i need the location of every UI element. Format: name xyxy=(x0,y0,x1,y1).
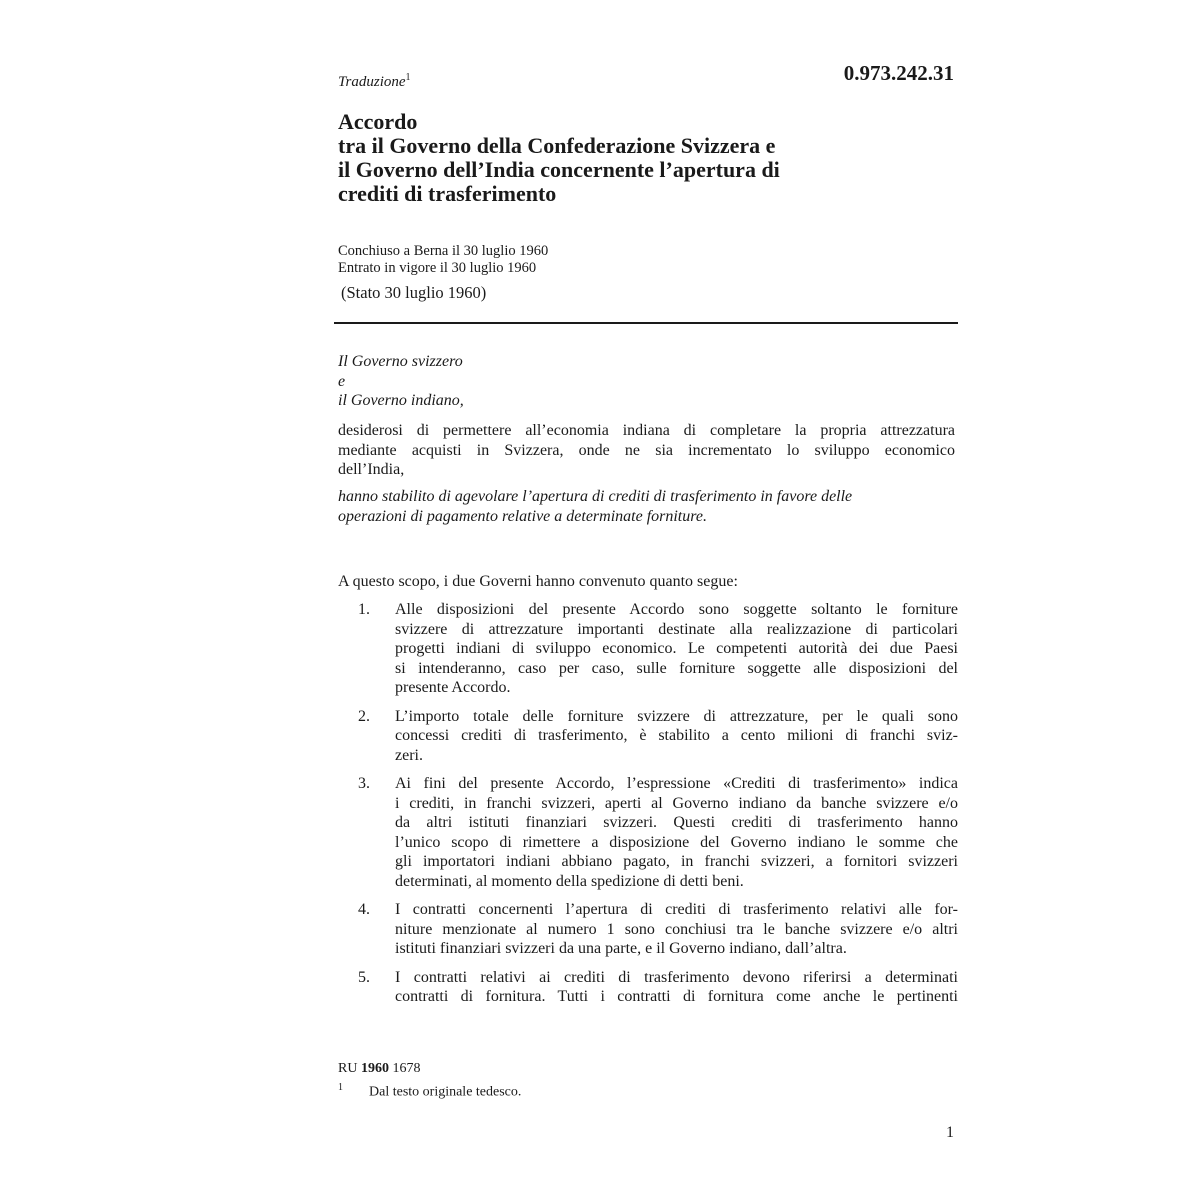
article-line: I contratti concernenti l’apertura di crediti di trasferimento relativi alle for- xyxy=(395,901,958,918)
preamble-line: hanno stabilito di agevolare l’apertura di crediti di trasferimento in favore delle xyxy=(338,488,853,505)
in-force-date: Entrato in vigore il 30 luglio 1960 xyxy=(338,260,537,276)
document-dates xyxy=(338,243,548,277)
article-text xyxy=(395,900,958,959)
article-text xyxy=(395,774,958,891)
article-number: 3. xyxy=(358,775,370,792)
party-line: il Governo indiano, xyxy=(338,392,464,409)
footnote-number: 1 xyxy=(338,1082,343,1093)
title-line: tra il Governo della Confederazione Svizzera e xyxy=(338,133,776,158)
article-text xyxy=(395,707,958,766)
agreement-intro: A questo scopo, i due Governi hanno convenuto quanto segue: xyxy=(338,573,738,590)
preamble-line: desiderosi di permettere all’economia indiana di completare la propria attrezzatura xyxy=(338,422,955,439)
article-item xyxy=(338,707,958,766)
article-number: 1. xyxy=(358,601,370,618)
footnote-text: Dal testo originale tedesco. xyxy=(369,1084,522,1100)
title-line: Accordo xyxy=(338,109,418,134)
article-text xyxy=(395,968,958,1007)
article-text xyxy=(395,600,958,698)
status-date: (Stato 30 luglio 1960) xyxy=(341,283,487,302)
ru-year: 1960 xyxy=(360,1061,389,1076)
preamble-line: mediante acquisti in Svizzera, onde ne sia incrementato lo sviluppo economico xyxy=(338,441,955,459)
page-number: 1 xyxy=(946,1124,954,1141)
article-line: I contratti relativi ai crediti di trasferimento devono riferirsi a determinati xyxy=(395,968,958,986)
article-line: gli importatori indiani abbiano pagato, in franchi svizzeri, a fornitori svizzeri xyxy=(395,853,958,870)
translation-label: Traduzione$^1$ xyxy=(338,72,411,90)
title-line: il Governo dell’India concernente l’apertura di xyxy=(338,157,780,182)
footnote-reference[interactable]: 1 xyxy=(405,72,411,83)
article-line: zeri. xyxy=(395,746,423,764)
article-line: contratti di fornitura. Tutti i contratti di fornitura come anche le pertinenti xyxy=(395,988,958,1005)
article-item xyxy=(338,900,958,959)
article-item xyxy=(338,774,958,891)
article-line: i crediti, in franchi svizzeri, aperti al Governo indiano da banche svizzere e/o xyxy=(395,794,958,812)
article-line: Alle disposizioni del presente Accordo sono soggette soltanto le forniture xyxy=(395,601,958,618)
article-line: svizzere di attrezzature importanti destinate alla realizzazione di particolari xyxy=(395,620,958,638)
article-line: da altri istituti finanziari svizzeri. Questi crediti di trasferimento hanno xyxy=(395,814,958,831)
agreement-articles xyxy=(338,600,958,1016)
article-line: L’importo totale delle forniture svizzere di attrezzature, per le quali sono xyxy=(395,707,958,725)
title-line: crediti di trasferimento xyxy=(338,181,557,206)
article-line: si intenderanno, caso per caso, sulle forniture soggette alle disposizioni del xyxy=(395,659,958,677)
article-line: determinati, al momento della spedizione di detti beni. xyxy=(395,872,744,890)
article-number: 2. xyxy=(358,707,370,725)
party-line: e xyxy=(338,372,346,390)
article-number: 5. xyxy=(358,968,370,986)
sr-number: 0.973.242.31 xyxy=(843,61,954,85)
preamble-parties xyxy=(338,352,955,411)
article-item xyxy=(338,600,958,698)
article-line: concessi crediti di trasferimento, è stabilito a cento milioni di franchi sviz- xyxy=(395,727,958,744)
document-title xyxy=(338,110,958,206)
article-line: Ai fini del presente Accordo, l’espressione «Crediti di trasferimento» indica xyxy=(395,775,958,792)
header-divider xyxy=(334,322,958,324)
article-line: istituti finanziari svizzeri da una parte, e il Governo indiano, dall’altra. xyxy=(395,940,847,957)
article-line: presente Accordo. xyxy=(395,679,511,696)
preamble-desiring xyxy=(338,421,955,480)
party-line: Il Governo svizzero xyxy=(338,353,463,370)
article-number: 4. xyxy=(358,901,370,918)
concluded-date: Conchiuso a Berna il 30 luglio 1960 xyxy=(338,243,549,259)
article-item xyxy=(338,968,958,1007)
preamble-line: dell’India, xyxy=(338,461,405,478)
article-line: l’unico scopo di rimettere a disposizione del Governo indiano le somme che xyxy=(395,833,958,851)
preamble-line: operazioni di pagamento relative a determinate forniture. xyxy=(338,507,707,525)
page-footer xyxy=(338,1059,521,1102)
official-collection-reference: RU 1960 1678 xyxy=(338,1061,421,1076)
preamble-agreed xyxy=(338,487,955,526)
article-line: progetti indiani di sviluppo economico. Le competenti autorità dei due Paesi xyxy=(395,640,958,657)
footnote xyxy=(338,1078,521,1102)
article-line: niture menzionate al numero 1 sono conchiusi tra le banche svizzere e/o altri xyxy=(395,920,958,938)
